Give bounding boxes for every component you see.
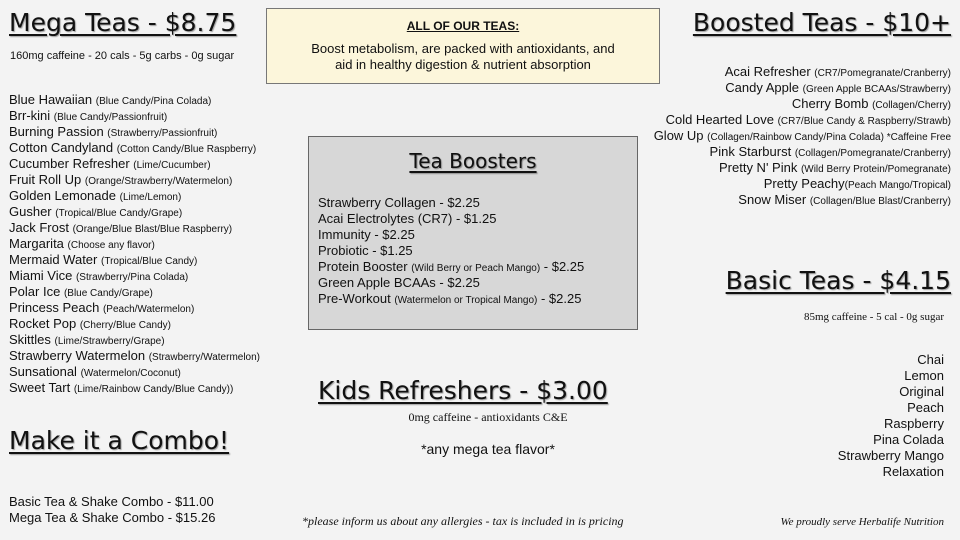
item-flavors: (Green Apple BCAAs/Strawberry): [802, 84, 951, 95]
item-flavors: (Watermelon or Tropical Mango): [394, 295, 538, 306]
basic-tea-item: Strawberry Mango: [837, 448, 944, 463]
kids-refreshers-title: Kids Refreshers - $3.00: [318, 376, 608, 405]
mega-tea-item: [9, 300, 260, 316]
item-flavors: (Orange/Strawberry/Watermelon): [84, 176, 233, 187]
item-name: Golden Lemonade: [9, 188, 116, 203]
item-flavors: (Strawberry/Watermelon): [148, 352, 261, 363]
all-teas-line-1: Boost metabolism, are packed with antioxidants, and: [311, 41, 615, 56]
mega-tea-item: [9, 364, 260, 380]
mega-tea-item: [9, 380, 260, 396]
basic-tea-item: Original: [899, 384, 944, 399]
item-name: Protein Booster: [318, 259, 412, 274]
allergy-notice: *please inform us about any allergies - tax is included in is pricing: [302, 514, 624, 528]
combo-title: Make it a Combo!: [9, 426, 230, 455]
tea-boosters-title: Tea Boosters: [409, 149, 537, 173]
item-name: Mermaid Water: [9, 252, 98, 267]
herbalife-notice: We proudly serve Herbalife Nutrition: [780, 516, 944, 528]
boosted-tea-item: [654, 96, 951, 112]
basic-tea-item: Chai: [917, 352, 944, 367]
item-flavors: (Wild Berry Protein/Pomegranate): [800, 164, 951, 175]
basic-teas-subtitle: 85mg caffeine - 5 cal - 0g sugar: [804, 311, 944, 323]
item-flavors: (Blue Candy/Grape): [63, 288, 153, 299]
mega-teas-subtitle: 160mg caffeine - 20 cals - 5g carbs - 0g sugar: [10, 50, 235, 62]
item-name: Gusher: [9, 204, 52, 219]
item-name: Acai Refresher: [724, 64, 815, 79]
item-name: Blue Hawaiian: [9, 92, 93, 107]
basic-tea-item: Relaxation: [882, 464, 944, 479]
booster-item: [318, 195, 637, 211]
item-name: Burning Passion: [9, 124, 104, 139]
boosted-tea-item: [654, 160, 951, 176]
basic-tea-item: Pina Colada: [873, 432, 944, 447]
all-teas-line-2: aid in healthy digestion & nutrient absorption: [335, 57, 591, 72]
booster-item: [318, 227, 637, 243]
item-name: Skittles: [9, 332, 51, 347]
tea-boosters-box: [308, 136, 638, 330]
basic-tea-item: Peach: [907, 400, 944, 415]
item-name: Pretty Peachy: [763, 176, 845, 191]
boosted-teas-title: Boosted Teas - $10+: [692, 8, 951, 37]
item-name: Snow Miser: [738, 192, 810, 207]
item-name: Sunsational: [9, 364, 77, 379]
item-name: Cherry Bomb: [791, 96, 873, 111]
mega-teas-list: [9, 92, 260, 396]
basic-teas-title: Basic Teas - $4.15: [725, 266, 951, 295]
item-name: Miami Vice: [9, 268, 73, 283]
item-flavors: (Strawberry/Pina Colada): [75, 272, 189, 283]
mega-tea-item: [9, 284, 260, 300]
item-name: Princess Peach: [9, 300, 100, 315]
combo-item: Mega Tea & Shake Combo - $15.26: [9, 510, 216, 525]
boosted-tea-item: [654, 192, 951, 208]
tea-boosters-list: [318, 195, 637, 307]
item-flavors: (CR7/Pomegranate/Cranberry): [814, 68, 951, 79]
mega-teas-title: Mega Teas - $8.75: [9, 8, 237, 37]
mega-tea-item: [9, 156, 260, 172]
mega-tea-item: [9, 204, 260, 220]
item-name: Cotton Candyland: [9, 140, 114, 155]
item-flavors: (Lime/Cucumber): [133, 160, 211, 171]
kids-refreshers-subtitle: 0mg caffeine - antioxidants C&E: [408, 410, 568, 424]
booster-item: [318, 243, 637, 259]
item-name: Rocket Pop: [9, 316, 77, 331]
item-flavors: (Orange/Blue Blast/Blue Raspberry): [72, 224, 233, 235]
boosted-tea-item: [654, 128, 951, 144]
booster-item: [318, 259, 637, 275]
basic-tea-item: Lemon: [904, 368, 944, 383]
item-flavors: (Collagen/Pomegranate/Cranberry): [794, 148, 951, 159]
item-flavors: (Tropical/Blue Candy/Grape): [55, 208, 183, 219]
item-name: Pre-Workout: [318, 291, 395, 306]
item-flavors: (Cotton Candy/Blue Raspberry): [116, 144, 257, 155]
item-flavors: (Peach/Watermelon): [102, 304, 195, 315]
item-flavors: (Collagen/Cherry): [872, 100, 951, 111]
item-flavors: (Strawberry/Passionfruit): [107, 128, 218, 139]
mega-tea-item: [9, 124, 260, 140]
item-name: Acai Electrolytes (CR7) - $1.25: [318, 211, 497, 226]
item-name: Probiotic - $1.25: [318, 243, 413, 258]
mega-tea-item: [9, 92, 260, 108]
item-name: Glow Up: [653, 128, 708, 143]
item-flavors: (Tropical/Blue Candy): [101, 256, 198, 267]
item-name: Pretty N' Pink: [718, 160, 801, 175]
mega-tea-item: [9, 220, 260, 236]
item-flavors: (Cherry/Blue Candy): [79, 320, 171, 331]
mega-tea-item: [9, 108, 260, 124]
boosted-tea-item: [654, 144, 951, 160]
booster-item: [318, 211, 637, 227]
item-flavors: (Choose any flavor): [67, 240, 155, 251]
item-name: Brr-kini: [9, 108, 51, 123]
item-name: Sweet Tart: [9, 380, 71, 395]
boosted-tea-item: [654, 64, 951, 80]
item-flavors: (Wild Berry or Peach Mango): [411, 263, 541, 274]
item-flavors: (Blue Candy/Passionfruit): [53, 112, 168, 123]
combo-list: [9, 494, 215, 526]
item-flavors: (Lime/Lemon): [119, 192, 182, 203]
booster-item: [318, 291, 637, 307]
item-flavors: (Collagen/Blue Blast/Cranberry): [809, 196, 951, 207]
boosted-teas-list: [654, 64, 951, 208]
all-teas-heading: ALL OF OUR TEAS:: [406, 19, 520, 33]
item-name: Margarita: [9, 236, 64, 251]
kids-refreshers-note: *any mega tea flavor*: [421, 441, 555, 457]
mega-tea-item: [9, 172, 260, 188]
item-name: Fruit Roll Up: [9, 172, 82, 187]
mega-tea-item: [9, 252, 260, 268]
item-name: Polar Ice: [9, 284, 61, 299]
item-flavors: (Blue Candy/Pina Colada): [95, 96, 212, 107]
item-name: Green Apple BCAAs - $2.25: [318, 275, 480, 290]
mega-tea-item: [9, 316, 260, 332]
item-price: - $2.25: [537, 291, 582, 306]
item-name: Strawberry Watermelon: [9, 348, 146, 363]
item-flavors: (Lime/Strawberry/Grape): [54, 336, 165, 347]
item-name: Candy Apple: [725, 80, 803, 95]
boosted-tea-item: [654, 80, 951, 96]
boosted-tea-item: [654, 176, 951, 192]
mega-tea-item: [9, 236, 260, 252]
mega-tea-item: [9, 268, 260, 284]
basic-teas-list: [838, 352, 944, 480]
combo-item: Basic Tea & Shake Combo - $11.00: [9, 494, 214, 509]
item-flavors: (Lime/Rainbow Candy/Blue Candy)): [73, 384, 234, 395]
item-name: Cold Hearted Love: [665, 112, 778, 127]
item-name: Cucumber Refresher: [9, 156, 130, 171]
item-name: Pink Starburst: [709, 144, 795, 159]
item-flavors: (Watermelon/Coconut): [80, 368, 181, 379]
mega-tea-item: [9, 332, 260, 348]
item-price: - $2.25: [540, 259, 585, 274]
mega-tea-item: [9, 348, 260, 364]
item-flavors: (Peach Mango/Tropical): [844, 180, 951, 191]
item-name: Jack Frost: [9, 220, 69, 235]
boosted-tea-item: [654, 112, 951, 128]
mega-tea-item: [9, 140, 260, 156]
mega-tea-item: [9, 188, 260, 204]
booster-item: [318, 275, 637, 291]
all-teas-info-box: [266, 8, 660, 84]
item-flavors: (CR7/Blue Candy & Raspberry/Strawb): [777, 116, 951, 127]
item-name: Immunity - $2.25: [318, 227, 415, 242]
item-flavors: (Collagen/Rainbow Candy/Pina Colada) *Caffeine Free: [707, 132, 951, 143]
item-name: Strawberry Collagen - $2.25: [318, 195, 480, 210]
basic-tea-item: Raspberry: [884, 416, 944, 431]
